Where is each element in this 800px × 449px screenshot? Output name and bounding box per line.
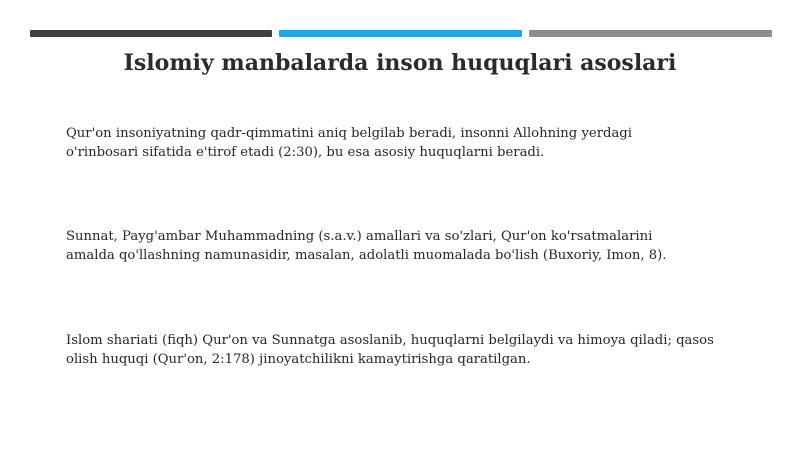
paragraph-line: Qur'on insoniyatning qadr-qimmatini aniq belgilab beradi, insonni Allohning yerdagi [66, 126, 632, 141]
slide-title: Islomiy manbalarda inson huquqlari asoslari [123, 50, 677, 76]
paragraph-sunnat [66, 227, 766, 265]
paragraph-line: Sunnat, Payg'ambar Muhammadning (s.a.v.) amallari va so'zlari, Qur'on ko'rsatmalarini [66, 229, 653, 244]
paragraph-line: Islom shariati (fiqh) Qur'on va Sunnatga asoslanib, huquqlarni belgilaydi va himoya qiladi; qasos [66, 333, 714, 348]
accent-bar-blue [279, 30, 522, 37]
paragraph-quran [66, 124, 766, 162]
accent-bar-dark [30, 30, 272, 37]
paragraph-line: o'rinbosari sifatida e'tirof etadi (2:30), bu esa asosiy huquqlarni beradi. [66, 145, 545, 160]
accent-bar-gray [529, 30, 772, 37]
paragraph-fiqh [66, 331, 766, 369]
paragraph-line: amalda qo'llashning namunasidir, masalan, adolatli muomalada bo'lish (Buxoriy, Imon, 8). [66, 248, 667, 263]
paragraph-line: olish huquqi (Qur'on, 2:178) jinoyatchilikni kamaytirishga qaratilgan. [66, 352, 531, 367]
top-accent-bars [30, 30, 772, 37]
